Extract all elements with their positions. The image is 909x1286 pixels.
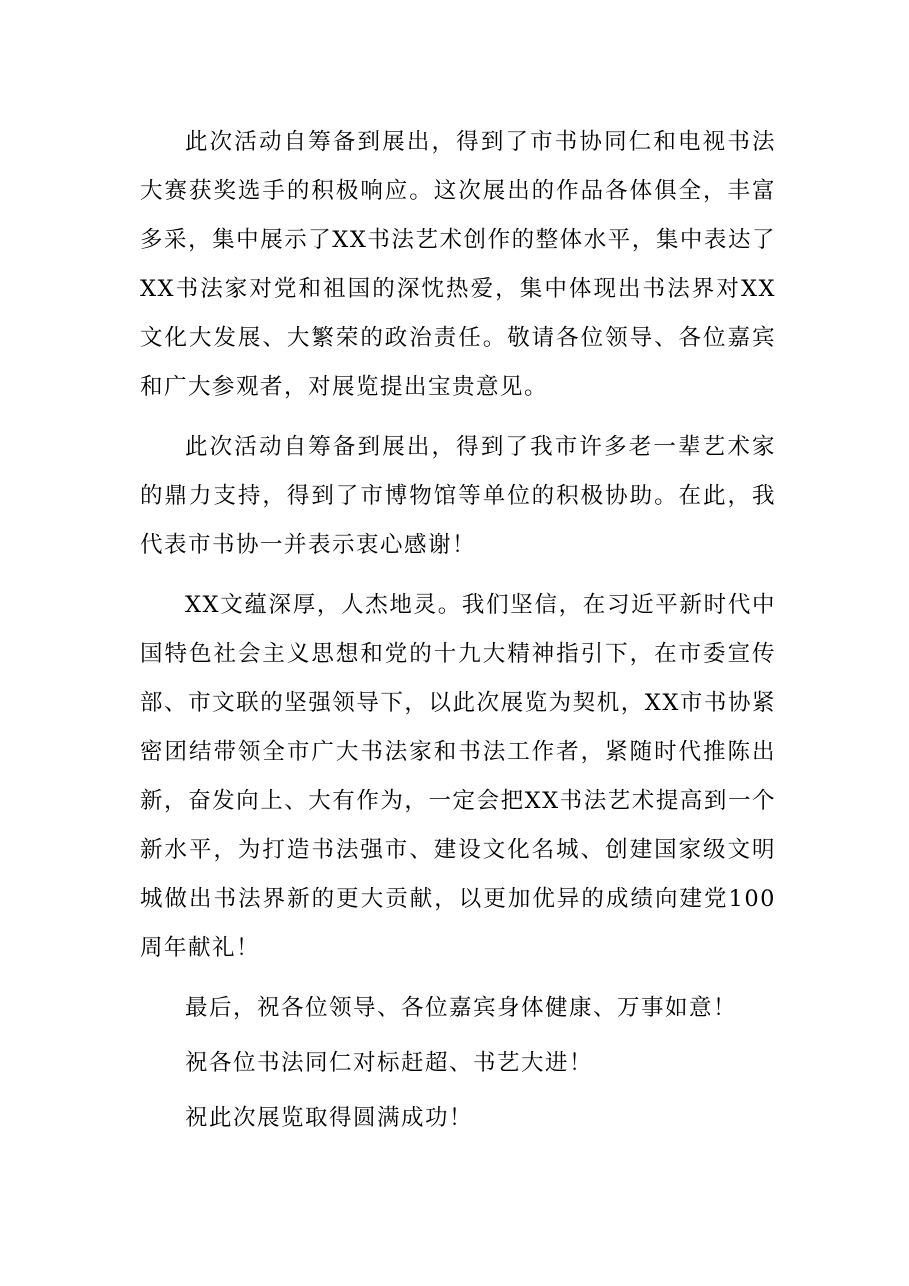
paragraph-exhibition-response: 此次活动自筹备到展出，得到了市书协同仁和电视书法大赛获奖选手的积极响应。这次展出的作品各体俱全，丰富多采，集中展示了XX书法艺术创作的整体水平，集中表达了XX书法家对党和祖国的深忱热爱，集中体现出书法界对XX文化大发展、大繁荣的政治责任。敬请各位领导、各位嘉宾和广大参观者，对展览提出宝贵意见。 [140, 129, 776, 400]
paragraph-wish-colleagues: 祝各位书法同仁对标赶超、书艺大进！ [185, 1050, 594, 1076]
paragraph-outlook: XX文蕴深厚，人杰地灵。我们坚信，在习近平新时代中国特色社会主义思想和党的十九大精神指引下，在市委宣传部、市文联的坚强领导下，以此次展览为契机，XX市书协紧密团结带领全市广大书法家和书法工作者，紧随时代推陈出新，奋发向上、大有作为，一定会把XX书法艺术提高到一个新水平，为打造书法强市、建设文化名城、创建国家级文明城做出书法界新的更大贡献，以更加优异的成绩向建党100周年献礼！ [140, 592, 776, 961]
paragraph-wish-leaders: 最后，祝各位领导、各位嘉宾身体健康、万事如意！ [185, 995, 738, 1021]
document-body [140, 118, 776, 1149]
paragraph-thanks: 此次活动自筹备到展出，得到了我市许多老一辈艺术家的鼎力支持，得到了市博物馆等单位的积极协助。在此，我代表市书协一并表示衷心感谢！ [140, 434, 776, 558]
paragraph-wish-success: 祝此次展览取得圆满成功！ [185, 1105, 474, 1131]
